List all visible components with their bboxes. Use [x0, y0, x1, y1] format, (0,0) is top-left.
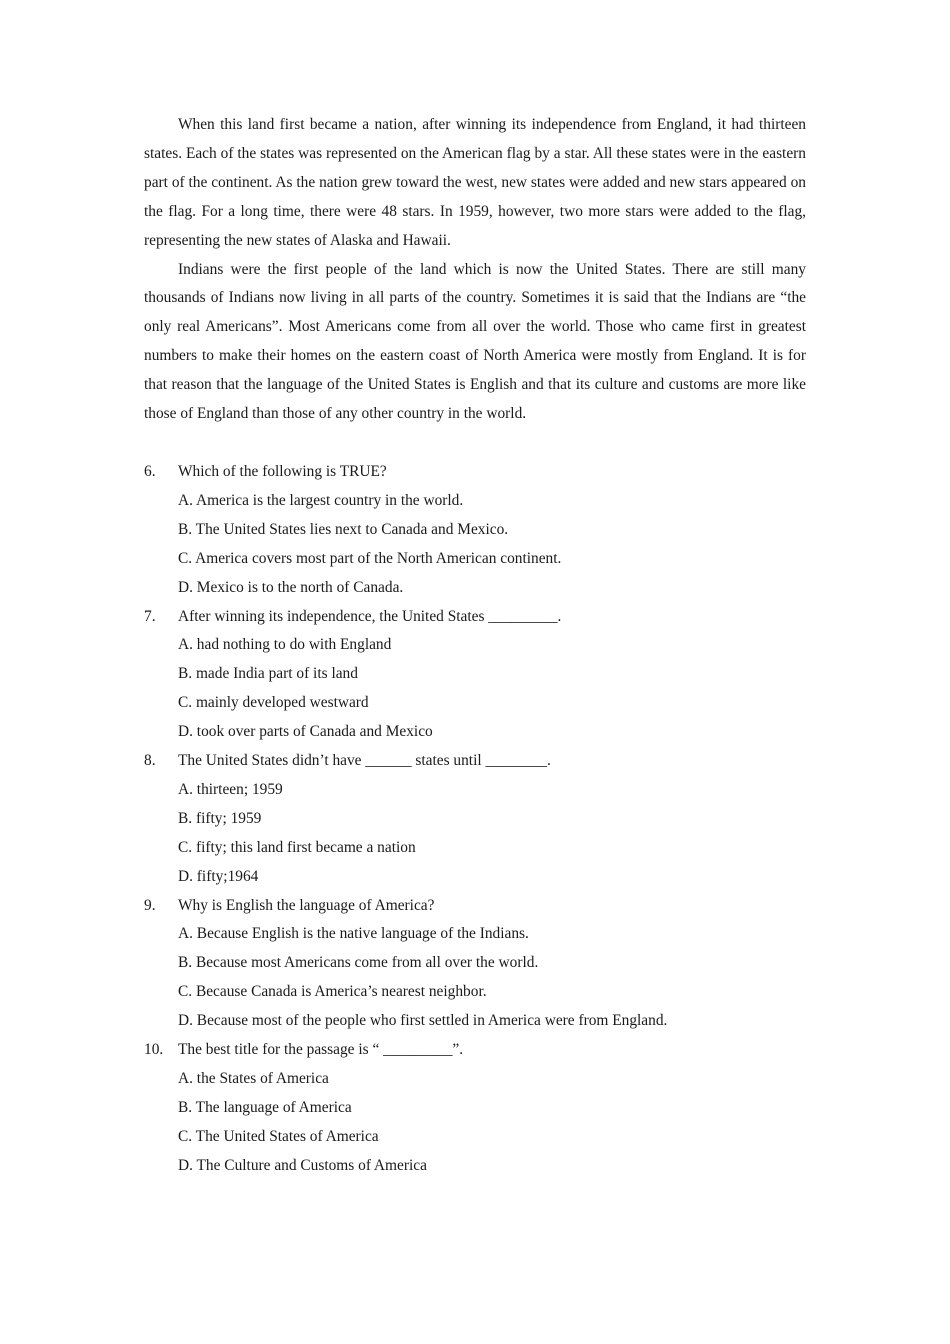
- question-stem: Which of the following is TRUE?: [178, 462, 387, 480]
- question-number: 10.: [144, 1041, 164, 1059]
- answer-option: A. thirteen; 1959: [178, 780, 283, 798]
- question-list: [144, 458, 806, 1181]
- answer-option: B. The United States lies next to Canada and Mexico.: [178, 520, 509, 538]
- answer-option: D. fifty;1964: [178, 867, 259, 885]
- question-number: 9.: [144, 896, 156, 914]
- answer-option: D. Because most of the people who first settled in America were from England.: [178, 1012, 668, 1030]
- answer-option: A. Because English is the native language of the Indians.: [178, 925, 529, 943]
- answer-option: C. Because Canada is America’s nearest neighbor.: [178, 983, 487, 1001]
- answer-option: D. Mexico is to the north of Canada.: [178, 578, 404, 596]
- reading-passage: [144, 111, 806, 429]
- question-6: [144, 458, 806, 603]
- question-stem: After winning its independence, the United States _________.: [178, 607, 562, 625]
- answer-option: C. fifty; this land first became a nation: [178, 838, 416, 856]
- answer-option: C. mainly developed westward: [178, 694, 369, 712]
- section-spacer: [144, 429, 806, 458]
- question-8: [144, 747, 806, 892]
- answer-option: D. took over parts of Canada and Mexico: [178, 723, 433, 741]
- answer-option: D. The Culture and Customs of America: [178, 1156, 427, 1174]
- question-number: 8.: [144, 752, 156, 770]
- question-stem: Why is English the language of America?: [178, 896, 435, 914]
- answer-option: B. The language of America: [178, 1098, 352, 1116]
- passage-paragraph-2: Indians were the first people of the land which is now the United States. There are still many thousands of Indians now living in all parts of the country. Sometimes it is said that the Indians are “the only real Americans”. Most Americans come from all over the world. Those who came first in greatest numbers to make their homes on the eastern coast of North America were mostly from England. It is for that reason that the language of the United States is English and that its culture and customs are more like those of England than those of any other country in the world.: [144, 260, 806, 423]
- answer-option: A. America is the largest country in the world.: [178, 491, 464, 509]
- question-7: [144, 603, 806, 748]
- answer-option: B. Because most Americans come from all over the world.: [178, 954, 539, 972]
- answer-option: A. the States of America: [178, 1070, 329, 1087]
- answer-option: C. The United States of America: [178, 1127, 379, 1145]
- question-10: [144, 1036, 806, 1181]
- question-number: 7.: [144, 607, 156, 625]
- question-stem: The United States didn’t have ______ states until ________.: [178, 752, 551, 770]
- answer-option: B. made India part of its land: [178, 665, 358, 683]
- question-9: [144, 892, 806, 1037]
- answer-option: C. America covers most part of the North American continent.: [178, 549, 562, 567]
- question-number: 6.: [144, 462, 156, 480]
- question-stem: The best title for the passage is “ _________”.: [178, 1041, 464, 1059]
- answer-option: B. fifty; 1959: [178, 809, 262, 827]
- passage-paragraph-1: When this land first became a nation, after winning its independence from England, it had thirteen states. Each of the states was represented on the American flag by a star. All these states were in the eastern part of the continent. As the nation grew toward the west, new states were added and new stars appeared on the flag. For a long time, there were 48 stars. In 1959, however, two more stars were added to the flag, representing the new states of Alaska and Hawaii.: [144, 116, 806, 249]
- document-page: [144, 111, 806, 1181]
- answer-option: A. had nothing to do with England: [178, 636, 392, 654]
